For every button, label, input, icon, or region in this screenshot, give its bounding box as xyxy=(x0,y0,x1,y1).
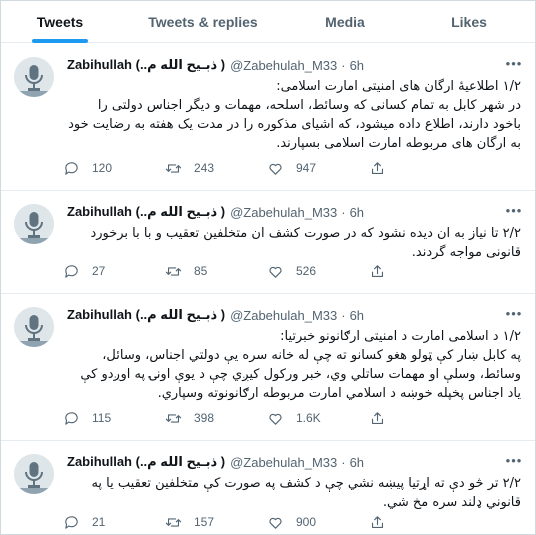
tweet-text: ۲/۲ تر څو دې ته اړتیا پیښه نشي چې د کشف په صورت کې متخلفین تعقیب یا په قانوني ډلند سره مخ شي. xyxy=(91,476,521,510)
reply-button[interactable] xyxy=(63,160,165,177)
heart-icon xyxy=(267,160,284,177)
reply-icon xyxy=(63,514,80,531)
retweet-button[interactable] xyxy=(165,263,267,280)
tweet-actions xyxy=(63,407,443,429)
share-button[interactable] xyxy=(369,160,409,177)
reply-icon xyxy=(63,263,80,280)
tab-media[interactable] xyxy=(287,1,403,43)
tab-likes-label: Likes xyxy=(451,14,487,30)
tweet[interactable] xyxy=(1,294,535,441)
timestamp[interactable]: 6h xyxy=(349,204,365,220)
dot-separator: · xyxy=(341,454,346,470)
share-icon xyxy=(369,160,386,177)
like-count: 1.6K xyxy=(296,411,321,425)
like-count: 900 xyxy=(296,515,317,529)
display-name[interactable]: Zabihullah (..ذبـیح الله م ) xyxy=(67,454,226,469)
more-icon[interactable]: ••• xyxy=(505,452,523,468)
share-icon xyxy=(369,263,386,280)
dot-separator: · xyxy=(341,204,346,220)
tweet-text: ۲/۲ تا نیاز به ان دیده نشود که در صورت کشف ان متخلفین تعقیب و با با برخورد قانونی مواجه گردند. xyxy=(90,226,521,260)
tweet[interactable] xyxy=(1,44,535,191)
tweet-actions xyxy=(63,260,443,282)
more-icon[interactable]: ••• xyxy=(505,55,523,71)
retweet-button[interactable] xyxy=(165,514,267,531)
more-icon[interactable]: ••• xyxy=(505,305,523,321)
tweet[interactable] xyxy=(1,441,535,535)
user-handle[interactable]: @Zabehulah_M33 xyxy=(230,454,338,470)
avatar[interactable] xyxy=(14,454,54,494)
tab-tweets[interactable] xyxy=(1,1,119,43)
tweet-actions xyxy=(63,511,443,533)
retweet-count: 398 xyxy=(194,411,215,425)
retweet-button[interactable] xyxy=(165,410,267,427)
tweet-text: ۱/۲ اطلاعیهٔ ارگان های امنیتی امارت اسلامی: در شهر کابل به تمام کسانی که وسائط، اسلحه، مهمات و دیگر اجناس دولتی را باخود دارند، اطلاع داده میشود، که اشیای مذکوره را در مدت یک هفته به رضایت خود به ارگان های مربوطه امارت اسلامی بسپارند. xyxy=(68,79,521,151)
like-button[interactable] xyxy=(267,160,369,177)
tab-media-label: Media xyxy=(325,14,365,30)
microphone-avatar-icon xyxy=(14,307,54,347)
tab-tweets-replies-label: Tweets & replies xyxy=(148,14,258,30)
heart-icon xyxy=(267,514,284,531)
more-icon[interactable]: ••• xyxy=(505,202,523,218)
share-button[interactable] xyxy=(369,263,409,280)
like-button[interactable] xyxy=(267,410,369,427)
user-handle[interactable]: @Zabehulah_M33 xyxy=(230,57,338,73)
display-name[interactable]: Zabihullah (..ذبـیح الله م ) xyxy=(67,57,226,72)
avatar[interactable] xyxy=(14,57,54,97)
heart-icon xyxy=(267,410,284,427)
timestamp[interactable]: 6h xyxy=(349,454,365,470)
retweet-count: 243 xyxy=(194,161,215,175)
share-icon xyxy=(369,410,386,427)
avatar[interactable] xyxy=(14,307,54,347)
tweet-header xyxy=(67,56,523,74)
heart-icon xyxy=(267,263,284,280)
reply-button[interactable] xyxy=(63,410,165,427)
tweet-text: ۱/۲ د اسلامی امارت د امنیتی ارګانونو خبرتیا: په کابل ښار کې ټولو هغو کسانو ته چې له خانه سره یې دولتي اجناس، وسائل، وسائط، وسلې او مهمات ساتلي وي، خبر ورکول کیږي چې د یوې اونۍ په اوږدو کې یاد اجناس پخپله خوښه د اسلامي امارت مربوطه ارګانونوته وسپاري. xyxy=(80,329,521,401)
microphone-avatar-icon xyxy=(14,204,54,244)
timestamp[interactable]: 6h xyxy=(349,307,365,323)
tab-likes[interactable] xyxy=(403,1,535,43)
reply-icon xyxy=(63,160,80,177)
retweet-icon xyxy=(165,263,182,280)
tweet-actions xyxy=(63,157,443,179)
reply-button[interactable] xyxy=(63,514,165,531)
dot-separator: · xyxy=(341,307,346,323)
avatar[interactable] xyxy=(14,204,54,244)
display-name[interactable]: Zabihullah (..ذبـیح الله م ) xyxy=(67,307,226,322)
dot-separator: · xyxy=(341,57,346,73)
reply-count: 21 xyxy=(92,515,106,529)
tab-tweets-replies[interactable] xyxy=(119,1,287,43)
share-button[interactable] xyxy=(369,514,409,531)
like-count: 947 xyxy=(296,161,317,175)
user-handle[interactable]: @Zabehulah_M33 xyxy=(230,204,338,220)
like-button[interactable] xyxy=(267,263,369,280)
reply-count: 120 xyxy=(92,161,113,175)
reply-count: 27 xyxy=(92,264,106,278)
retweet-icon xyxy=(165,160,182,177)
user-handle[interactable]: @Zabehulah_M33 xyxy=(230,307,338,323)
timestamp[interactable]: 6h xyxy=(349,57,365,73)
microphone-avatar-icon xyxy=(14,57,54,97)
retweet-icon xyxy=(165,410,182,427)
share-icon xyxy=(369,514,386,531)
like-button[interactable] xyxy=(267,514,369,531)
reply-icon xyxy=(63,410,80,427)
reply-count: 115 xyxy=(92,411,112,425)
tweet[interactable] xyxy=(1,191,535,294)
retweet-button[interactable] xyxy=(165,160,267,177)
tweet-header xyxy=(67,453,523,471)
tab-tweets-label: Tweets xyxy=(36,14,84,30)
profile-tabs xyxy=(1,1,535,43)
like-count: 526 xyxy=(296,264,317,278)
display-name[interactable]: Zabihullah (..ذبـیح الله م ) xyxy=(67,204,226,219)
retweet-icon xyxy=(165,514,182,531)
microphone-avatar-icon xyxy=(14,454,54,494)
tweet-header xyxy=(67,306,523,324)
tweet-header xyxy=(67,203,523,221)
retweet-count: 157 xyxy=(194,515,215,529)
retweet-count: 85 xyxy=(194,264,208,278)
reply-button[interactable] xyxy=(63,263,165,280)
share-button[interactable] xyxy=(369,410,409,427)
